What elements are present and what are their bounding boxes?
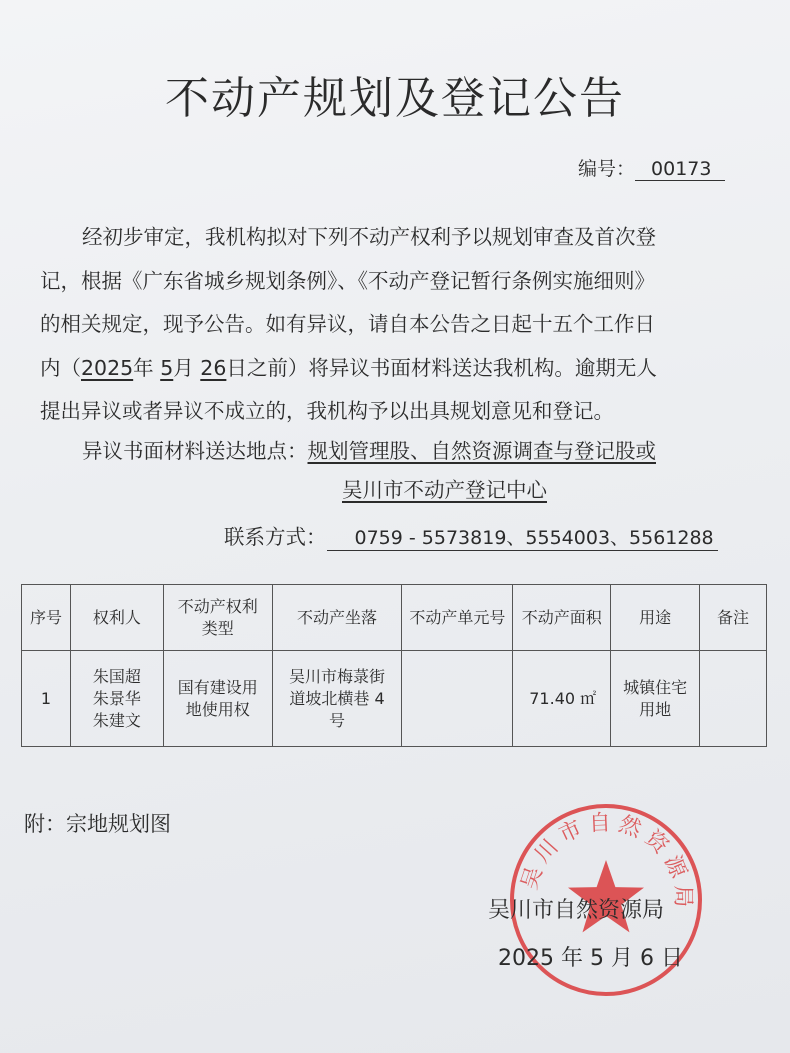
body-text: 年 [133,355,154,380]
header-owner: 权利人 [70,585,163,651]
cell-remark [700,651,767,747]
cell-location [272,651,402,747]
header-area: 不动产面积 [513,585,611,651]
deadline-month: 5 [160,355,174,380]
cell-line: 号 [329,710,346,730]
cell-owners [70,651,163,747]
serial-number [578,154,725,181]
body-line: 记，根据《广东省城乡规划条例》、《不动产登记暂行条例实施细则》 [40,268,655,293]
header-unit-no: 不动产单元号 [402,585,513,651]
deadline-year: 2025 [81,355,134,380]
cell-line: 道坡北横巷 4 [289,688,385,708]
cell-right-type [163,651,272,747]
header-remark: 备注 [700,585,767,651]
body-line: 经初步审定，我机构拟对下列不动产权利予以规划审查及首次登 [82,225,656,249]
registration-table [21,584,767,747]
deadline-day: 26 [200,355,227,380]
issue-date: 2025 年 5 月 6 日 [498,946,683,971]
cell-unit-no [402,651,513,747]
owner-name: 朱国超 [92,666,141,686]
body-line-deadline [40,347,740,391]
serial-value: 00173 [635,158,725,181]
contact-label: 联系方式： [224,525,327,549]
address-line-2: 吴川市不动产登记中心 [342,478,547,502]
header-line: 类型 [201,618,234,638]
serial-label: 编号： [578,158,636,180]
contact-info [224,520,718,551]
cell-usage [611,651,700,747]
table-header-row [22,585,767,651]
body-text: 内（ [40,355,81,380]
contact-phones: 0759 - 5573819、5554003、5561288 [327,523,718,551]
header-usage: 用途 [611,585,700,651]
cell-line: 吴川市梅菉街 [289,666,386,686]
header-right-type [163,585,272,651]
header-line: 不动产权利 [177,596,258,616]
cell-line: 用地 [639,699,672,719]
attachment-note: 附：宗地规划图 [24,812,171,836]
cell-no: 1 [22,651,71,747]
cell-line: 城镇住宅 [623,677,688,697]
address-label: 异议书面材料送达地点： [82,439,308,463]
body-line: 提出异议或者异议不成立的，我机构予以出具规划意见和登记。 [40,399,614,423]
cell-line: 地使用权 [185,699,250,719]
table-row [22,651,767,747]
body-text: 月 [173,355,194,380]
cell-area: 71.40 ㎡ [513,651,611,747]
owner-name: 朱建文 [92,710,141,730]
header-location: 不动产坐落 [272,585,402,651]
objection-address [82,430,656,473]
address-line-1: 规划管理股、自然资源调查与登记股或 [307,439,656,463]
page-title: 不动产规划及登记公告 [165,73,625,124]
issuing-authority: 吴川市自然资源局 [488,898,665,923]
header-no: 序号 [22,585,71,651]
announcement-body [40,216,740,434]
cell-line: 国有建设用 [177,677,258,697]
body-text: 日之前）将异议书面材料送达我机构。逾期无人 [226,355,657,380]
body-line: 的相关规定，现予公告。如有异议，请自本公告之日起十五个工作日 [40,312,655,336]
seal-text: 吴川市自然资源局 [517,810,696,914]
owner-name: 朱景华 [92,688,141,708]
